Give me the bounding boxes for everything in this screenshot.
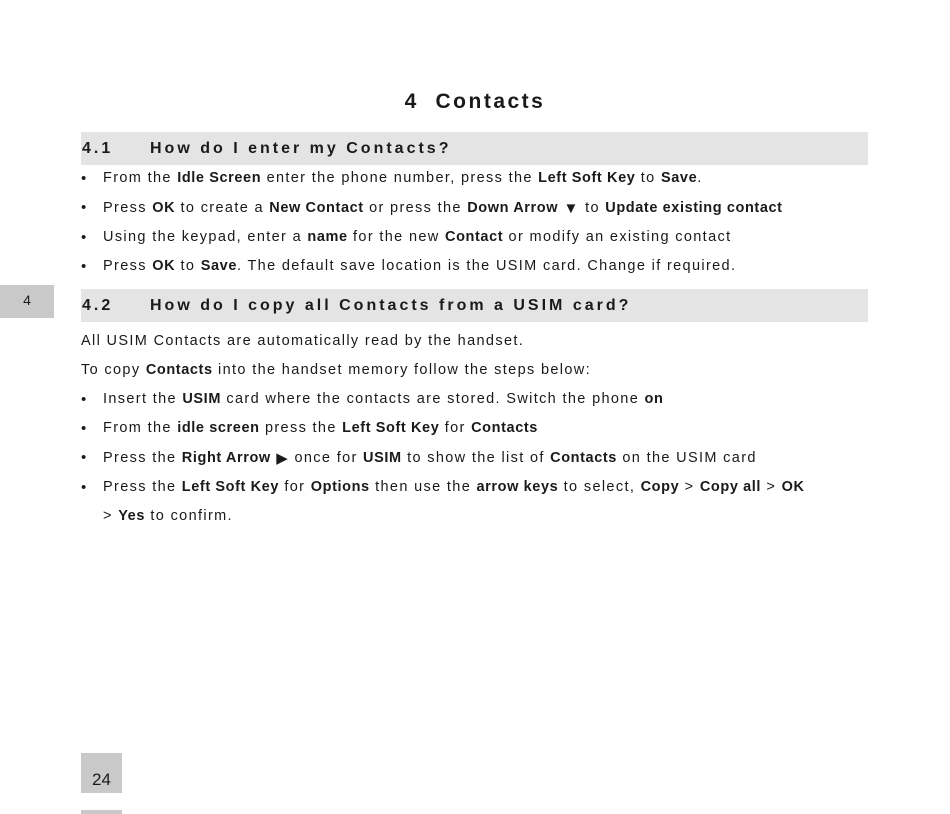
section-title: How do I enter my Contacts?: [150, 140, 452, 157]
page-number: 24: [81, 753, 122, 793]
right-arrow-icon: ▶: [276, 450, 290, 467]
section-title: How do I copy all Contacts from a USIM card?: [150, 297, 632, 314]
chapter-name: Contacts: [435, 90, 546, 113]
page-footer-bar: [81, 810, 122, 814]
list-item: • Press OK to create a New Contact or press the Down Arrow ▼ to Update existing contact: [81, 193, 876, 223]
paragraph: To copy Contacts into the handset memory follow the steps below:: [81, 362, 591, 378]
list-item: • Press the Left Soft Key for Options then use the arrow keys to select, Copy > Copy all > OK: [81, 473, 876, 502]
list-item: • Press the Right Arrow ▶ once for USIM to show the list of Contacts on the USIM card: [81, 443, 876, 473]
list-item: • From the idle screen press the Left Soft Key for Contacts: [81, 414, 876, 443]
list-item: • From the Idle Screen enter the phone number, press the Left Soft Key to Save.: [81, 164, 876, 193]
section-heading-4-2: [81, 289, 868, 322]
section-number: 4.1: [82, 140, 114, 157]
list-item: • Press OK to Save. The default save location is the USIM card. Change if required.: [81, 252, 876, 281]
down-arrow-icon: ▼: [563, 200, 580, 217]
chapter-number: 4: [404, 90, 419, 113]
section-4-2-list: [81, 385, 876, 531]
section-4-1-list: [81, 164, 876, 281]
list-item: • Using the keypad, enter a name for the new Contact or modify an existing contact: [81, 223, 876, 252]
section-heading-4-1: [81, 132, 868, 165]
paragraph: All USIM Contacts are automatically read by the handset.: [81, 333, 525, 349]
chapter-title: [0, 90, 950, 114]
list-item: • Insert the USIM card where the contacts are stored. Switch the phone on: [81, 385, 876, 414]
list-item-continuation: > Yes to confirm.: [103, 508, 233, 524]
section-number: 4.2: [82, 297, 114, 314]
side-chapter-tab: 4: [0, 285, 54, 318]
